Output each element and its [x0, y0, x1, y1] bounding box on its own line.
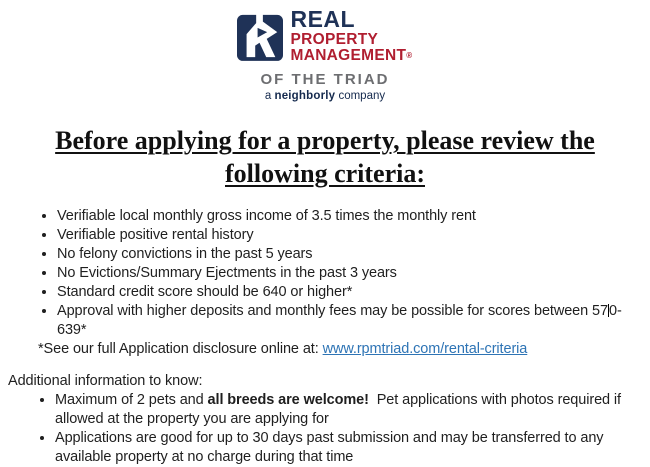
brand-region: OF THE TRIAD	[260, 71, 390, 88]
disclosure-line: *See our full Application disclosure online at: www.rpmtriad.com/rental-criteria	[38, 341, 528, 357]
brand-tagline: a neighborly company	[264, 90, 386, 102]
brand-real: REAL	[290, 6, 356, 32]
logo	[0, 0, 650, 102]
brand-text	[290, 7, 412, 64]
logo-row	[237, 7, 412, 64]
additional-item-transfer: • Applications are good for up to 30 days past submission and may be transferred to any available property at no charge during that time	[55, 429, 650, 467]
brand-property: PROPERTY	[290, 30, 379, 48]
criteria-item-income: • Verifiable local monthly gross income of 3.5 times the monthly rent	[57, 207, 650, 226]
brand-management: MANAGEMENT®	[290, 47, 413, 65]
criteria-item-approval: • Approval with higher deposits and monthly fees may be possible for scores between 570-639*	[57, 302, 650, 340]
page-title-line2: following criteria:	[225, 158, 425, 188]
rpm-house-r-icon	[237, 9, 283, 63]
additional-info-list	[0, 391, 650, 467]
content	[0, 207, 650, 467]
page-title-line1: Before applying for a property, please review the	[55, 126, 595, 155]
criteria-item-felony: • No felony convictions in the past 5 years	[57, 245, 650, 264]
criteria-list	[0, 207, 650, 340]
criteria-item-credit-score: • Standard credit score should be 640 or higher*	[57, 283, 650, 302]
rental-criteria-link[interactable]: www.rpmtriad.com/rental-criteria	[322, 341, 528, 357]
registered-mark: ®	[406, 51, 413, 61]
additional-item-pets: • Maximum of 2 pets and all breeds are welcome! Pet applications with photos required if allowed at the property you are applying for	[55, 391, 650, 429]
criteria-item-rental-history: • Verifiable positive rental history	[57, 226, 650, 245]
additional-info-title: Additional information to know:	[8, 373, 203, 389]
page-title	[0, 125, 650, 190]
criteria-item-evictions: • No Evictions/Summary Ejectments in the past 3 years	[57, 264, 650, 283]
